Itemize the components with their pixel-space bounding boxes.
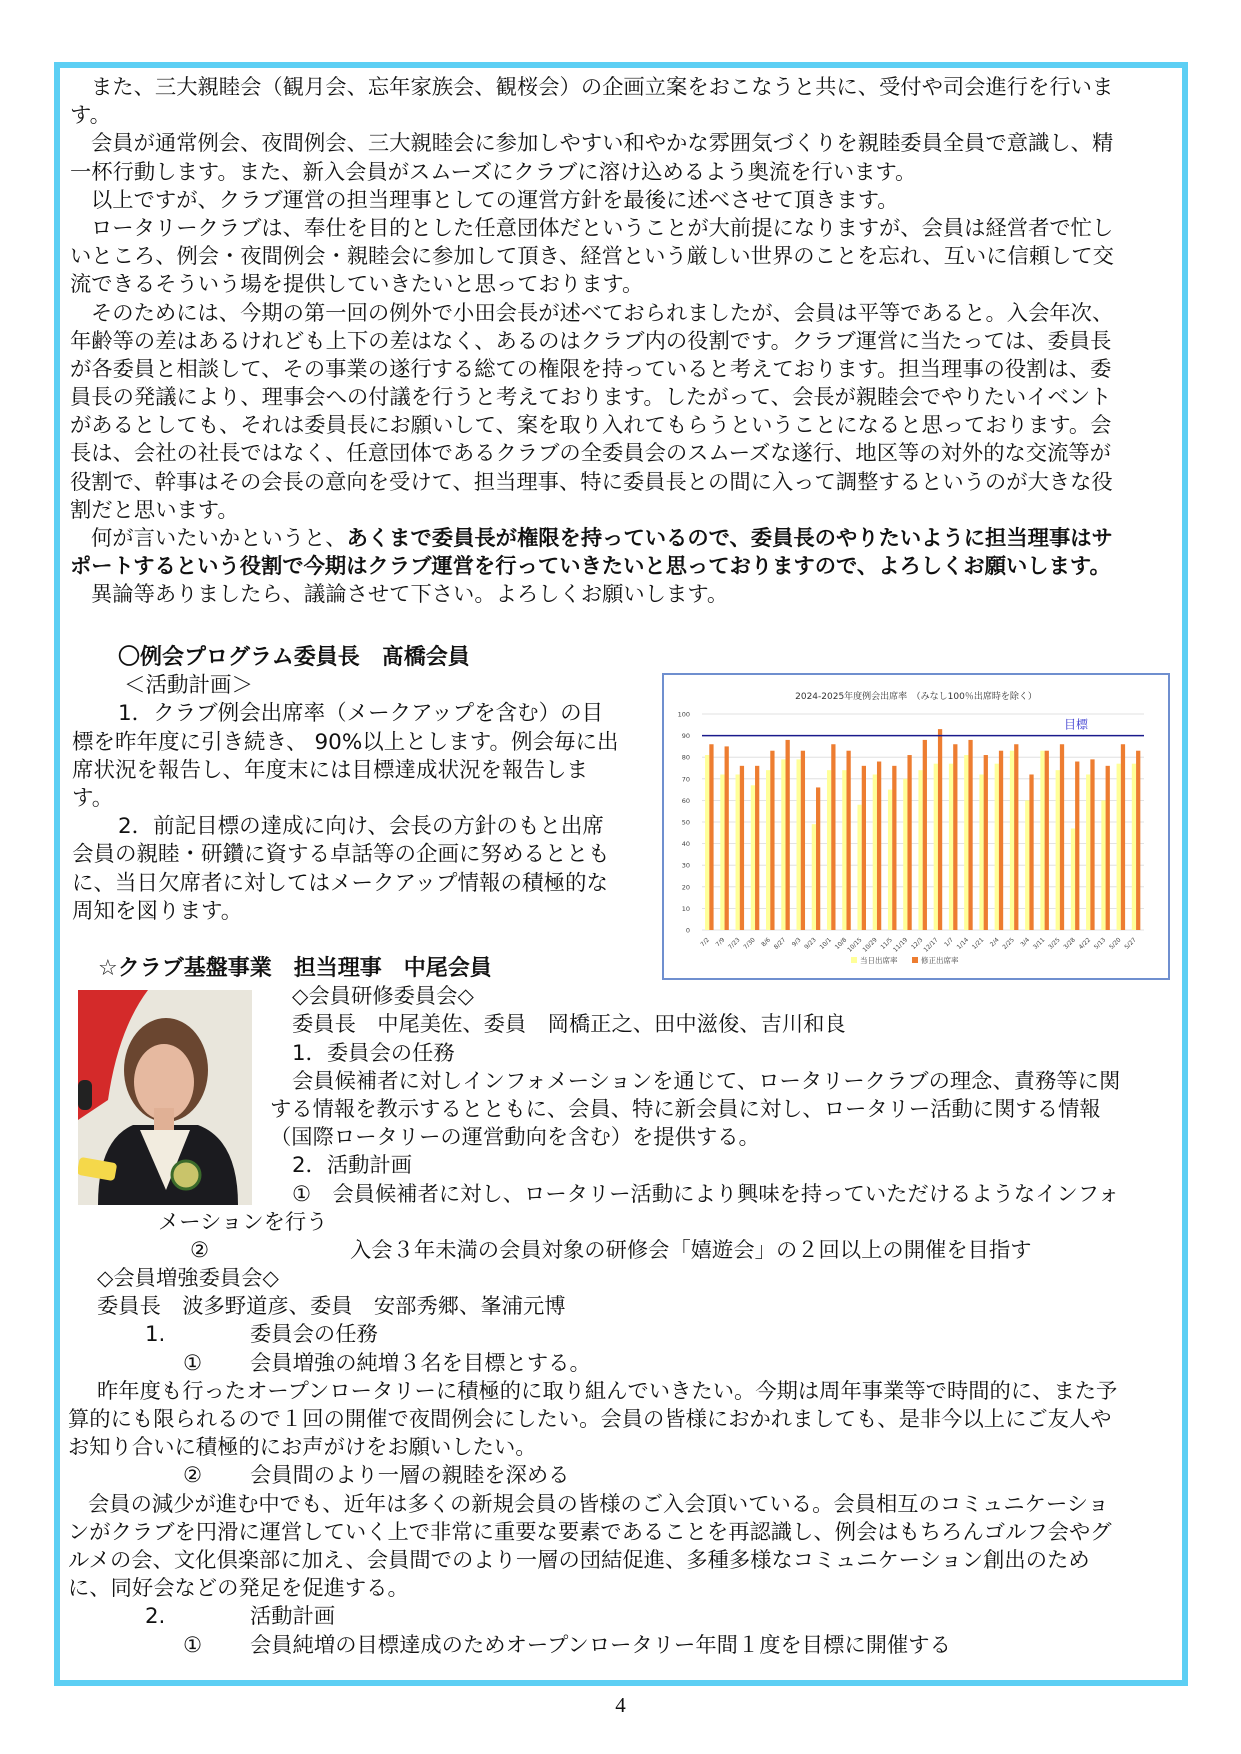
text-line: 1．クラブ例会出席率（メークアップを含む）の目 (118, 701, 604, 727)
chart-title: 2024-2025年度例会出席率 （みなし100％出席時を除く） (795, 692, 1037, 702)
x-tick-label: 7/30 (742, 936, 757, 951)
bar-daily (1071, 828, 1075, 930)
x-tick-label: 9/3 (790, 936, 803, 949)
text-line: メーションを行う (158, 1209, 328, 1235)
bar-daily (1086, 774, 1090, 930)
x-tick-label: 10/29 (861, 936, 879, 954)
bar-daily (720, 774, 724, 930)
section-heading: 〇例会プログラム委員長 髙橋会員 (118, 645, 470, 670)
list-text: 会員純増の目標達成のためオープンロータリー年間１度を目標に開催する (250, 1632, 951, 1658)
y-tick-label: 10 (681, 904, 690, 913)
bar-corrected (877, 762, 881, 930)
members-line: 委員長 波多野道彦、委員 安部秀郷、峯浦元博 (97, 1294, 566, 1320)
bar-corrected (846, 751, 850, 930)
text-line: 2．前記目標の達成に向け、会長の方針のもと出席 (118, 814, 604, 840)
bar-corrected (786, 740, 790, 930)
section-heading: ☆クラブ基盤事業 担当理事 中尾会員 (98, 956, 492, 981)
bar-daily (873, 774, 877, 930)
text-line: 会員の親睦・研鑽に資する卓話等の企画に努めるととも (72, 842, 610, 868)
list-marker: ① (183, 1350, 203, 1376)
members-line: 委員長 中尾美佐、委員 岡橋正之、田中滋俊、吉川和良 (292, 1012, 846, 1038)
text-line (70, 525, 1114, 553)
y-tick-label: 50 (681, 818, 690, 827)
y-tick-label: 20 (681, 883, 690, 892)
bar-corrected (1121, 744, 1125, 930)
x-tick-label: 11/5 (879, 936, 894, 951)
text-line: があるとしても、それは委員長にお願いして、案を取り入れてもらうということになると思っております。会 (70, 413, 1112, 439)
text-line: ① 会員候補者に対し、ロータリー活動により興味を持っていただけるようなインフォ (292, 1181, 1120, 1207)
text-line: に、当日欠席者に対してはメークアップ情報の積極的な (72, 870, 608, 896)
bar-daily (1025, 800, 1029, 930)
text-line (66, 1462, 1120, 1490)
y-tick-label: 90 (681, 732, 690, 741)
text-line: いところ、例会・夜間例会・親睦会に参加して頂き、経営という厳しい世界のことを忘れ、互いに信頼して交 (70, 244, 1114, 270)
bar-corrected (1106, 766, 1110, 930)
x-tick-label: 10/15 (846, 936, 864, 954)
x-tick-label: 7/9 (714, 936, 727, 949)
bar-corrected (1045, 751, 1049, 930)
bar-daily (781, 759, 785, 930)
bar-corrected (938, 729, 942, 930)
bar-corrected (770, 751, 774, 930)
x-tick-label: 10/8 (833, 936, 849, 951)
text-line: 割だと思います。 (70, 497, 239, 523)
text-line: 流できるそういう場を提供していきたいと思っております。 (70, 272, 644, 298)
bar-corrected (1014, 744, 1018, 930)
list-marker: ① (183, 1632, 203, 1658)
bar-daily (1010, 751, 1014, 930)
y-tick-label: 100 (677, 710, 690, 719)
text-line: 以上ですが、クラブ運営の担当理事としての運営方針を最後に述べさせて頂きます。 (91, 187, 899, 213)
program-committee-section (72, 644, 619, 926)
committee-title: ◇会員研修委員会◇ (292, 984, 474, 1010)
text-line: 異論等ありましたら、議論させて下さい。よろしくお願いします。 (91, 582, 729, 608)
bar-daily (888, 790, 892, 930)
text-line: 年齢等の差はあるけれども上下の差はなく、あるのはクラブ内の役割です。クラブ運営に当たっては、委員長 (70, 328, 1112, 354)
committee-title: ◇会員増強委員会◇ (97, 1266, 279, 1292)
y-tick-label: 70 (681, 775, 690, 784)
bar-daily (934, 764, 938, 930)
list-text: 委員会の任務 (250, 1322, 378, 1348)
bar-corrected (892, 766, 896, 930)
bar-daily (857, 805, 861, 930)
bar-corrected (1090, 759, 1094, 930)
y-tick-label: 80 (681, 753, 690, 762)
intro-text (70, 74, 1114, 610)
text-line: 会員が通常例会、夜間例会、三大親睦会に参加しやすい和やかな雰囲気づくりを親睦委員全員で意識し、精 (91, 131, 1114, 157)
text-bold: あくまで委員長が権限を持っているので、委員長のやりたいように担当理事はサ (346, 526, 1113, 551)
legend-corrected: 修正出席率 (921, 956, 959, 965)
bar-daily (1132, 764, 1136, 930)
bar-daily (812, 824, 816, 930)
x-tick-label: 8/6 (760, 936, 773, 949)
x-tick-label: 3/28 (1062, 936, 1077, 951)
text-line: が各委員と相談して、その事業の遂行する総ての権限を持っていると考えております。担当理事の役割は、委 (70, 356, 1112, 382)
chart-svg (664, 675, 1168, 978)
text-line-bold: ポートするという役割で今期はクラブ運営を行っていきたいと思っておりますので、よろしくお願いします。 (70, 554, 1111, 580)
text-line: 席状況を報告し、年度末には目標達成状況を報告しま (72, 757, 589, 783)
text-line: 標を昨年度に引き続き、 90%以上とします。例会毎に出 (72, 729, 619, 755)
text-line: す。 (72, 785, 114, 811)
x-tick-label: 9/23 (803, 936, 818, 951)
bar-corrected (816, 787, 820, 930)
bar-daily (1117, 764, 1121, 930)
text-line (66, 1632, 1120, 1660)
bar-corrected (740, 766, 744, 930)
text-line: する情報を教示するとともに、会員、特に新会員に対し、ロータリー活動に関する情報 (270, 1096, 1101, 1122)
list-marker: ② (183, 1463, 203, 1489)
text-line: お知り合いに積極的にお声がけをお願いしたい。 (68, 1435, 537, 1461)
bar-corrected (968, 740, 972, 930)
x-tick-label: 5/20 (1108, 936, 1123, 951)
list-text: 活動計画 (250, 1604, 336, 1630)
bar-corrected (831, 744, 835, 930)
text-line: 昨年度も行ったオープンロータリーに積極的に取り組んでいきたい。今期は周年事業等で時間的に、また予 (97, 1378, 1118, 1404)
bar-daily (827, 770, 831, 930)
bar-corrected (1060, 744, 1064, 930)
legend-daily: 当日出席率 (860, 956, 898, 965)
y-tick-label: 30 (681, 861, 690, 870)
bar-corrected (755, 766, 759, 930)
club-foundation-section (66, 955, 1120, 1660)
y-tick-label: 40 (681, 840, 690, 849)
x-tick-label: 3/4 (1019, 936, 1032, 949)
text-line (66, 1237, 1120, 1265)
list-text: 会員間のより一層の親睦を深める (250, 1463, 570, 1489)
attendance-chart (662, 673, 1170, 980)
bar-corrected (1075, 762, 1079, 930)
text-line: また、三大親睦会（観月会、忘年家族会、観桜会）の企画立案をおこなうと共に、受付や司会進行を行いま (91, 75, 1114, 100)
text-line (66, 1321, 1120, 1349)
x-tick-label: 1/14 (955, 936, 971, 951)
y-tick-label: 60 (681, 796, 690, 805)
subheading: ＜活動計画＞ (124, 673, 254, 699)
bar-daily (1056, 770, 1060, 930)
bar-corrected (709, 744, 713, 930)
x-tick-label: 1/21 (970, 936, 986, 951)
text-line: 2．活動計画 (292, 1153, 413, 1179)
x-tick-label: 7/23 (727, 936, 742, 951)
list-marker: 2. (145, 1604, 166, 1630)
x-tick-label: 12/17 (922, 936, 940, 954)
x-tick-label: 4/22 (1077, 936, 1093, 951)
bar-daily (918, 770, 922, 930)
text-line: 周知を図ります。 (72, 898, 243, 924)
bar-corrected (1136, 751, 1140, 930)
text-line: 1．委員会の任務 (292, 1040, 455, 1066)
x-tick-label: 5/27 (1123, 936, 1138, 951)
x-tick-label: 2/25 (1001, 936, 1016, 951)
text-line: ンがクラブを円滑に運営していく上で非常に重要な要素であることを再認識し、例会はもちろんゴルフ会やグ (68, 1519, 1112, 1545)
list-text: 入会３年未満の会員対象の研修会「嬉遊会」の２回以上の開催を目指す (350, 1237, 1032, 1263)
list-marker: ② (190, 1237, 210, 1263)
target-label: 目標 (1064, 717, 1089, 732)
text-line: 算的にも限られるので１回の開催で夜間例会にしたい。会員の皆様におかれましても、是非今以上にご友人や (68, 1407, 1112, 1432)
bar-corrected (862, 766, 866, 930)
x-tick-label: 3/25 (1047, 936, 1062, 951)
text-line: す。 (70, 103, 111, 129)
bar-corrected (725, 746, 729, 930)
x-tick-label: 2/4 (988, 936, 1001, 949)
text-line (66, 1350, 1120, 1378)
bar-corrected (953, 744, 957, 930)
bar-daily (979, 774, 983, 930)
x-tick-label: 8/27 (772, 936, 788, 951)
bar-daily (796, 759, 800, 930)
bar-daily (736, 774, 740, 930)
bar-daily (995, 764, 999, 930)
text-line: 会員候補者に対しインフォメーションを通じて、ロータリークラブの理念、責務等に関 (292, 1068, 1121, 1094)
x-tick-label: 7/2 (699, 936, 712, 949)
list-marker: 1. (145, 1322, 166, 1348)
text-line: 役割で、幹事はその会長の意向を受けて、担当理事、特に委員長との間に入って調整するというのが大きな役 (70, 469, 1113, 495)
bar-corrected (1029, 774, 1033, 930)
page-number: 4 (615, 1693, 626, 1717)
bar-daily (1040, 751, 1044, 930)
y-tick-label: 0 (685, 926, 690, 935)
bar-daily (1101, 800, 1105, 930)
bar-daily (949, 764, 953, 930)
bar-daily (964, 755, 968, 930)
text-line: ロータリークラブは、奉仕を目的とした任意団体だということが大前提になりますが、会員は経営者で忙し (91, 215, 1114, 241)
text-line: 長は、会社の社長ではなく、任意団体であるクラブの全委員会のスムーズな遂行、地区等の対外的な交流等が (70, 441, 1111, 467)
x-tick-label: 10/1 (818, 936, 833, 951)
bar-daily (705, 755, 709, 930)
text-line: 会員の減少が進む中でも、近年は多くの新規会員の皆様のご入会頂いている。会員相互のコミュニケーショ (88, 1491, 1109, 1517)
text-line: 一杯行動します。また、新入会員がスムーズにクラブに溶け込めるよう奥流を行います。 (70, 159, 917, 185)
text-line: に、同好会などの発足を促進する。 (68, 1576, 409, 1602)
bar-corrected (923, 740, 927, 930)
bar-daily (903, 779, 907, 930)
x-tick-label: 12/3 (909, 936, 925, 951)
bar-daily (842, 770, 846, 930)
text-line: ルメの会、文化倶楽部に加え、会員間でのより一層の団結促進、多種多様なコミュニケーション創出のため (68, 1547, 1090, 1573)
bar-corrected (801, 751, 805, 930)
bar-corrected (999, 751, 1003, 930)
x-tick-label: 11/19 (891, 936, 910, 954)
bar-corrected (984, 755, 988, 930)
text-line: 員長の発議により、理事会への付議を行うと考えております。したがって、会長が親睦会でやりたいイベント (70, 385, 1112, 411)
x-tick-label: 3/11 (1031, 936, 1047, 951)
bar-corrected (907, 755, 911, 930)
list-text: 会員増強の純増３名を目標とする。 (250, 1350, 591, 1376)
bar-daily (766, 770, 770, 930)
x-tick-label: 5/13 (1092, 936, 1108, 951)
text-line (66, 1603, 1120, 1631)
text-normal: 何が言いたいかというと、 (91, 526, 347, 551)
bar-daily (751, 785, 755, 930)
x-tick-label: 1/7 (943, 936, 955, 949)
text-line: （国際ロータリーの運営動向を含む）を提供する。 (270, 1125, 760, 1151)
text-line: そのためには、今期の第一回の例外で小田会長が述べておられましたが、会員は平等であると。入会年次、 (91, 300, 1114, 326)
